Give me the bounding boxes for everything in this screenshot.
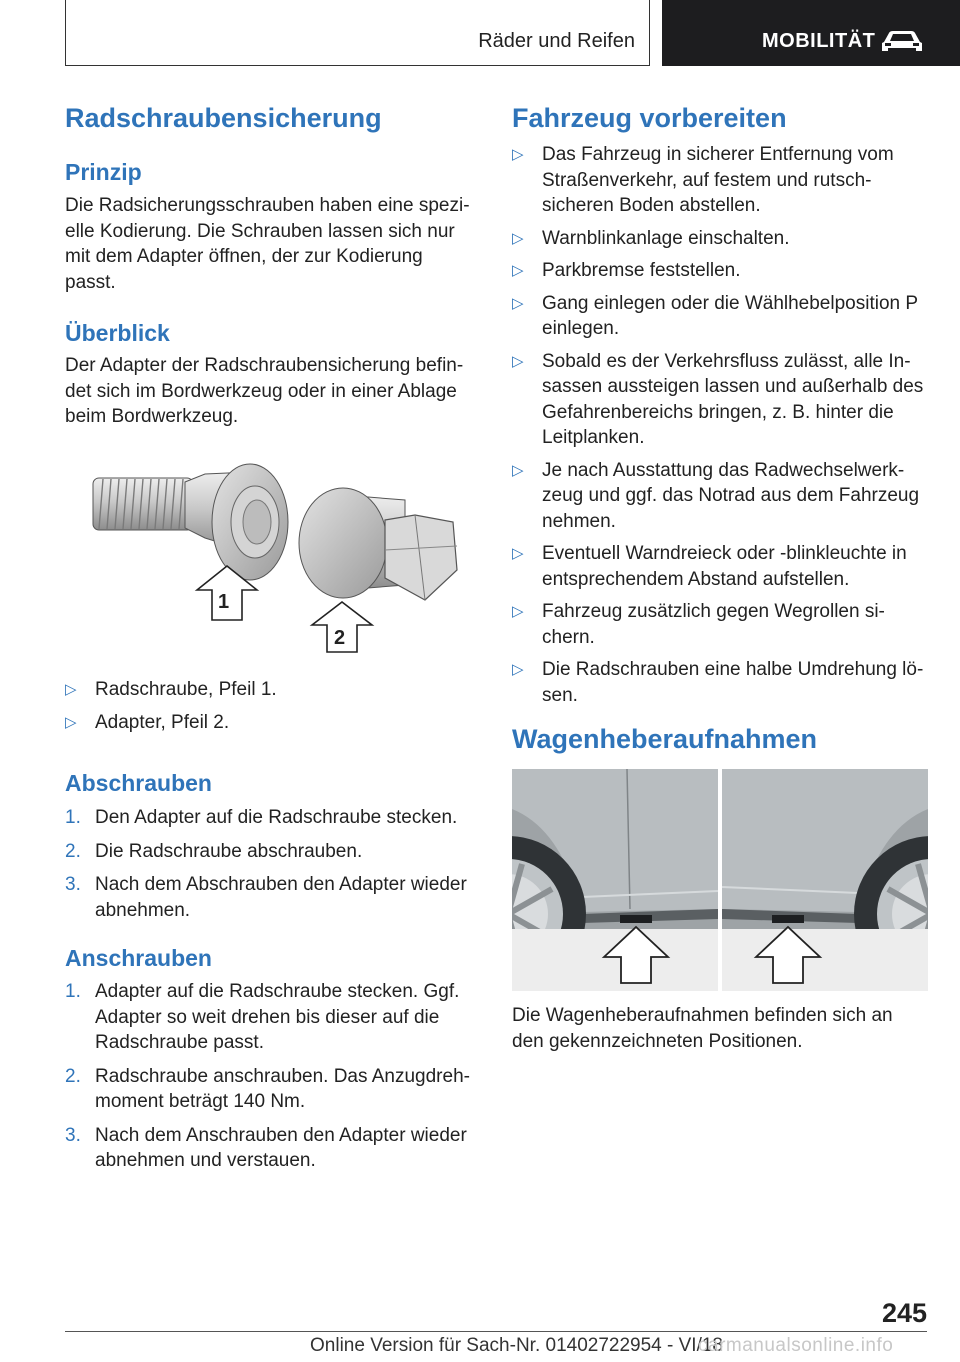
header-section-title: Räder und Reifen (478, 30, 635, 52)
watermark: carmanualsonline.info (698, 1335, 894, 1356)
preparation-steps (512, 142, 932, 708)
jack-points-illustration (512, 769, 928, 991)
car-icon (880, 28, 924, 54)
triangle-bullet-icon: ▷ (512, 146, 524, 163)
list-item: ▷ Radschraube, Pfeil 1. (65, 677, 485, 703)
heading-ueberblick: Überblick (65, 320, 170, 346)
anschrauben-steps (65, 979, 485, 1174)
list-item: ▷ Parkbremse feststellen. (512, 258, 932, 284)
triangle-bullet-icon: ▷ (512, 294, 524, 312)
list-item: 3. Nach dem Abschrauben den Adapter wieder abnehmen. (65, 874, 467, 921)
paragraph-jack-points: Die Wagenheberaufnahmen befinden sich an den gekennzeichneten Positionen. (512, 1005, 893, 1052)
heading-anschrauben: Anschrauben (65, 945, 212, 971)
footer-divider (65, 1331, 927, 1332)
heading-abschrauben: Abschrauben (65, 770, 212, 796)
list-item: ▷ Je nach Ausstattung das Radwechselwerk- zeug und ggf. das Notrad aus dem Fahrzeug nehmen. (512, 459, 920, 532)
triangle-bullet-icon: ▷ (512, 229, 524, 247)
header-tab (662, 0, 960, 66)
header-section-box (65, 0, 650, 66)
list-item: 2. Radschraube anschrauben. Das Anzugdreh- moment beträgt 140 Nm. (65, 1065, 470, 1112)
figure-legend-list (65, 677, 485, 735)
list-item: 1. Adapter auf die Radschraube stecken. Ggf. Adapter so weit drehen bis dieser auf die Radschraube passt. (65, 981, 460, 1053)
figure-label-1: 1 (218, 591, 230, 613)
footer-version: Online Version für Sach-Nr. 01402722954 - VI/18 (310, 1335, 723, 1356)
triangle-bullet-icon: ▷ (512, 661, 524, 678)
triangle-bullet-icon: ▷ (65, 713, 77, 731)
list-item: ▷ Adapter, Pfeil 2. (65, 710, 485, 736)
page-number: 245 (881, 1298, 927, 1328)
heading-prinzip: Prinzip (65, 159, 142, 185)
list-item: ▷ Die Radschrauben eine halbe Umdrehung lö- sen. (512, 659, 924, 706)
paragraph-prinzip: Die Radsicherungsschrauben haben eine spezi- elle Kodierung. Die Schrauben lassen sich nur mit dem Adapter öffnen, der zur Kodierung passt. (65, 195, 470, 293)
list-item: ▷ Fahrzeug zusätzlich gegen Wegrollen si- chern. (512, 601, 885, 648)
header-tab-label: MOBILITÄT (762, 30, 876, 52)
section-title-fahrzeug-vorbereiten: Fahrzeug vorbereiten (512, 103, 787, 133)
section-title-radschraubensicherung: Radschraubensicherung (65, 103, 382, 133)
triangle-bullet-icon: ▷ (65, 681, 77, 698)
bolt-adapter-illustration (85, 460, 475, 665)
triangle-bullet-icon: ▷ (512, 461, 524, 479)
list-item: ▷ Eventuell Warndreieck oder -blinkleuchte in entsprechendem Abstand aufstellen. (512, 543, 907, 590)
abschrauben-steps (65, 805, 485, 923)
list-item: ▷ Sobald es der Verkehrsfluss zulässt, alle In- sassen aussteigen lassen und außerhalb des Gefahrenbereichs bringen, z. B. hinter die Leitplanken. (512, 350, 924, 448)
triangle-bullet-icon: ▷ (512, 545, 524, 562)
paragraph-ueberblick: Der Adapter der Radschraubensicherung befin- det sich im Bordwerkzeug oder in einer Ablage beim Bordwerkzeug. (65, 355, 464, 427)
figure-label-2: 2 (334, 627, 346, 649)
list-item: ▷ Das Fahrzeug in sicherer Entfernung vom Straßenverkehr, auf festem und rutsch- sicheren Boden abstellen. (512, 144, 894, 216)
triangle-bullet-icon: ▷ (512, 262, 524, 279)
triangle-bullet-icon: ▷ (512, 603, 524, 620)
list-item: 3. Nach dem Anschrauben den Adapter wieder abnehmen und verstauen. (65, 1124, 467, 1171)
triangle-bullet-icon: ▷ (512, 352, 524, 370)
list-item: 1. Den Adapter auf die Radschraube stecken. (65, 807, 458, 828)
list-item: 2. Die Radschraube abschrauben. (65, 840, 363, 862)
section-title-wagenheberaufnahmen: Wagenheberaufnahmen (512, 724, 818, 754)
list-item: ▷ Warnblinkanlage einschalten. (512, 226, 932, 252)
list-item: ▷ Gang einlegen oder die Wählhebelposition P einlegen. (512, 292, 919, 339)
